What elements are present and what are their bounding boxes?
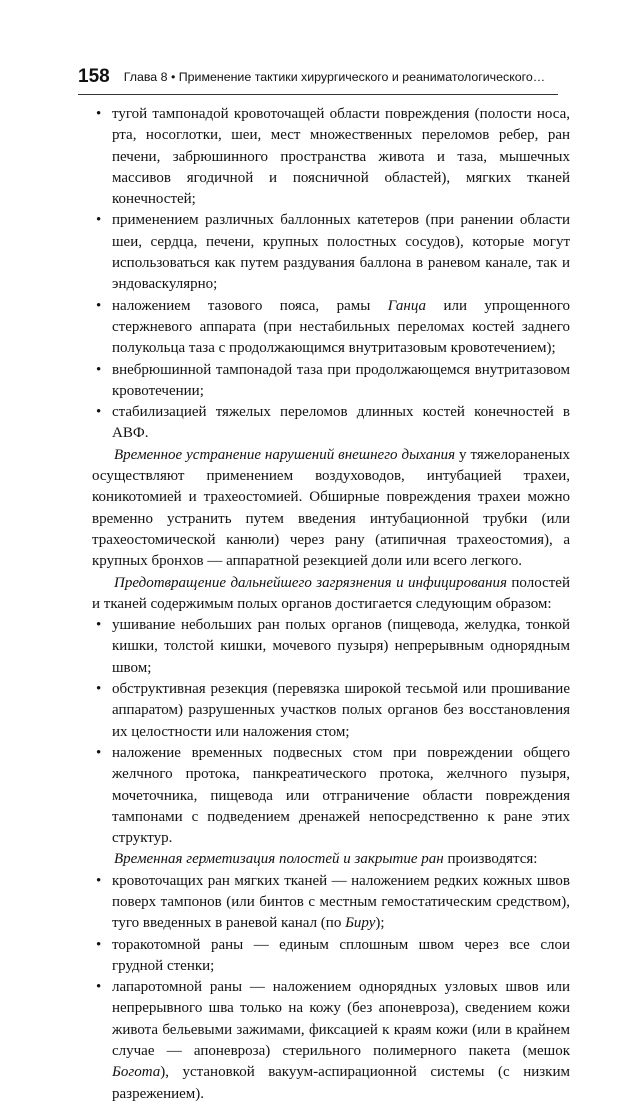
bullet-icon: •: [96, 361, 102, 378]
bullet-icon: •: [96, 617, 102, 634]
bullet-icon: •: [96, 936, 102, 953]
bullet-icon: •: [96, 297, 102, 314]
list-item-text: обструктивная резекция (перевязка широкой тесьмой или прошивание аппаратом) разрушенных участков полых органов без восстановления их целостности или наложения стом;: [112, 681, 570, 740]
paragraph-text: производятся:: [443, 851, 538, 868]
running-head: Глава 8 • Применение тактики хирургического и реаниматологического…: [123, 70, 546, 84]
list-item-text-cont: );: [375, 915, 385, 932]
list-item-text: торакотомной раны — единым сплошным швом через все слои грудной стенки;: [112, 936, 570, 974]
bullet-icon: •: [96, 744, 102, 761]
list-item-text: внебрюшинной тампонадой таза при продолжающемся внутритазовом кровотечении;: [112, 361, 570, 399]
paragraph-breathing: [92, 445, 570, 573]
list-item: [92, 104, 570, 210]
bullet-icon: •: [96, 404, 102, 421]
paragraph-lead-emphasis: Временная герметизация полостей и закрытие ран: [114, 851, 444, 868]
list-item: [92, 360, 570, 403]
paragraph-sealing: [92, 849, 570, 870]
list-item-text: тугой тампонадой кровоточащей области повреждения (полости носа, рта, носоглотки, шеи, мест множественных переломов ребер, ран печени, забрюшинного пространства живота и таза, мышечных массивов ягодичной и поясничной областей), мягких тканей конечностей;: [112, 106, 570, 208]
page-header: [78, 60, 558, 95]
list-item-text-cont: или упрощенного стержневого аппарата (при нестабильных переломах костей заднего полукольца таза с продолжающимся внутритазовым кровотечением);: [112, 297, 570, 357]
list-item: [92, 210, 570, 295]
list-item: [92, 679, 570, 743]
list-item: [92, 743, 570, 849]
bullet-icon: •: [96, 872, 102, 889]
bullet-icon: •: [96, 979, 102, 996]
paragraph-lead-emphasis: Временное устранение нарушений внешнего дыхания: [114, 446, 456, 463]
list-item: [92, 615, 570, 679]
list-item-text: лапаротомной раны — наложением однорядных узловых швов или непрерывного шва только на кожу (без апоневроза), сведением кожи живота бельевыми зажимами, фиксацией к краям кожи (или в крайнем случае — апоневроза) стерильного полимерного пакета (мешок: [112, 979, 570, 1060]
list-item-text: стабилизацией тяжелых переломов длинных костей конечностей в АВФ.: [112, 404, 570, 442]
bleeding-control-list: [92, 104, 570, 445]
list-item-text: применением различных баллонных катетеров (при ранении области шеи, сердца, печени, крупных полостных сосудов), которые могут использоваться как путем раздувания баллона в раневом канале, так и эндоваскулярно;: [112, 212, 570, 293]
bullet-icon: •: [96, 106, 102, 122]
list-item: [92, 871, 570, 935]
list-item-text: наложение временных подвесных стом при повреждении общего желчного протока, панкреатического протока, желчного пузыря, мочеточника, пищевода или отграничение области повреждения тампонами с подведением дренажей непосредственно к ране этих структур.: [112, 744, 570, 847]
paragraph-contamination: [92, 573, 570, 616]
list-item-emphasis: Богота: [112, 1064, 161, 1081]
contamination-list: [92, 615, 570, 849]
paragraph-text: полостей и тканей содержимым полых органов достигается следующим образом:: [92, 574, 570, 612]
list-item-text-cont: ), установкой вакуум-аспирационной системы (с низким разрежением).: [112, 1064, 570, 1102]
bullet-icon: •: [96, 681, 102, 698]
list-item: [92, 296, 570, 360]
page-body: [92, 104, 570, 1105]
paragraph-text: у тяжелораненых осуществляют применением воздуховодов, интубацией трахеи, коникотомией и трахеостомией. Обширные повреждения трахеи можно временно устранить путем введения интубационной трубки (или трахеостомической канюли) через рану (атипичная трахеостомия), а крупных бронхов — аппаратной резекцией доли или всего легкого.: [92, 446, 570, 570]
list-item: [92, 935, 570, 978]
list-item-emphasis: Ганца: [387, 297, 427, 314]
wound-closure-list: [92, 871, 570, 1105]
list-item-text: наложением тазового пояса, рамы: [112, 297, 388, 314]
list-item-emphasis: Биру: [345, 915, 376, 932]
paragraph-lead-emphasis: Предотвращение дальнейшего загрязнения и инфицирования: [114, 574, 507, 591]
page-number: 158: [78, 66, 110, 87]
bullet-icon: •: [96, 212, 102, 229]
list-item: [92, 402, 570, 445]
list-item-text: ушивание небольших ран полых органов (пищевода, желудка, тонкой кишки, толстой кишки, мочевого пузыря) непрерывным однорядным швом;: [112, 617, 570, 676]
list-item: [92, 977, 570, 1105]
list-item-text: кровоточащих ран мягких тканей — наложением редких кожных швов поверх тампонов (или бинтов с местным гемостатическим средством), туго введенных в раневой канал (по: [112, 872, 570, 932]
